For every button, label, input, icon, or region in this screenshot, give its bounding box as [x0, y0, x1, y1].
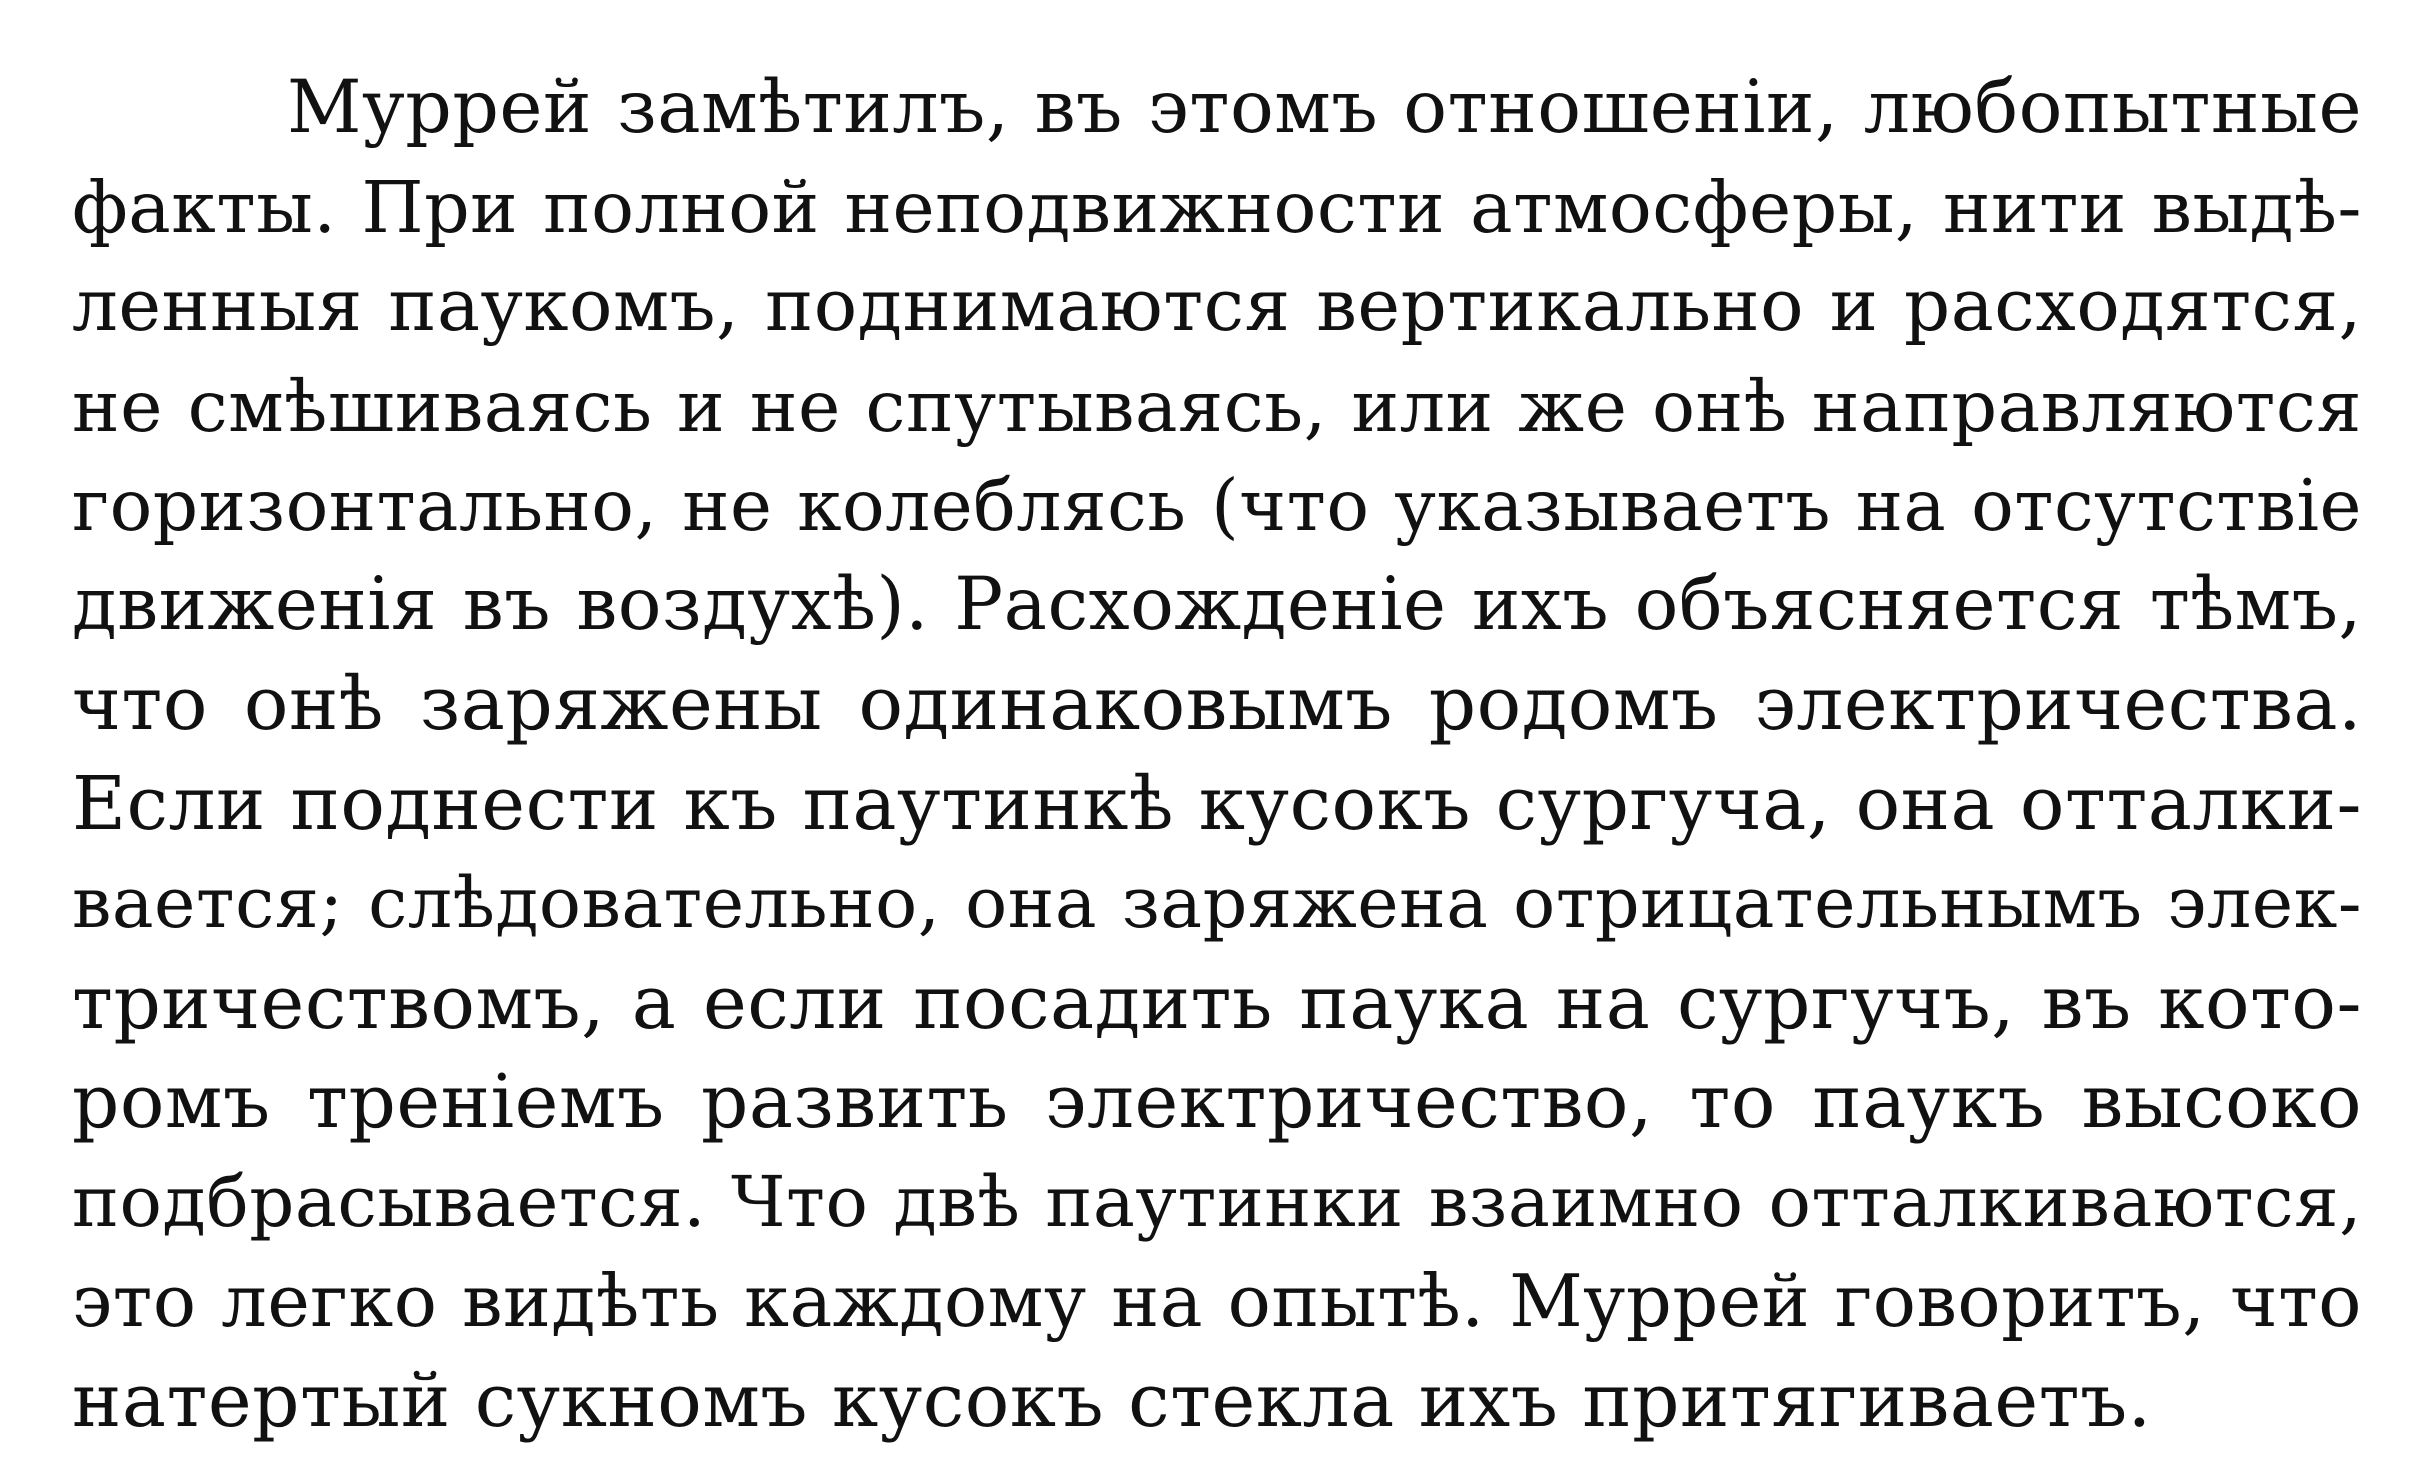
- text-line-13: это легко видѣть каждому на опытѣ. Муррей говоритъ, что: [72, 1259, 2362, 1343]
- paragraph: [72, 58, 2362, 1451]
- text-line-1: Муррей замѣтилъ, въ этомъ отношеніи, любопытные: [287, 65, 2362, 150]
- text-line-2: факты. При полной неподвижности атмосферы, нити выдѣ-: [72, 165, 2362, 249]
- text-line-4: не смѣшиваясь и не спутываясь, или же онѣ направляются: [72, 364, 2362, 448]
- text-line-9: вается; слѣдовательно, она заряжена отрицательнымъ элек-: [72, 863, 2362, 944]
- text-line-7: что онѣ заряжены одинаковымъ родомъ электричества.: [72, 661, 2362, 747]
- text-line-14: натертый сукномъ кусокъ стекла ихъ притягиваетъ.: [72, 1357, 2152, 1444]
- text-line-12: подбрасывается. Что двѣ паутинки взаимно отталкиваются,: [72, 1160, 2362, 1243]
- text-line-8: Если поднести къ паутинкѣ кусокъ сургуча, она отталки-: [72, 760, 2362, 847]
- text-line-3: ленныя паукомъ, поднимаются вертикально и расходятся,: [72, 264, 2362, 348]
- text-line-5: горизонтально, не колеблясь (что указываетъ на отсутствіе: [72, 464, 2362, 547]
- text-line-10: тричествомъ, а если посадить паука на сургучъ, въ кото-: [72, 959, 2362, 1046]
- text-line-6: движенія въ воздухѣ). Расхожденіе ихъ объясняется тѣмъ,: [72, 562, 2362, 647]
- text-line-11: ромъ треніемъ развить электричество, то паукъ высоко: [72, 1059, 2362, 1145]
